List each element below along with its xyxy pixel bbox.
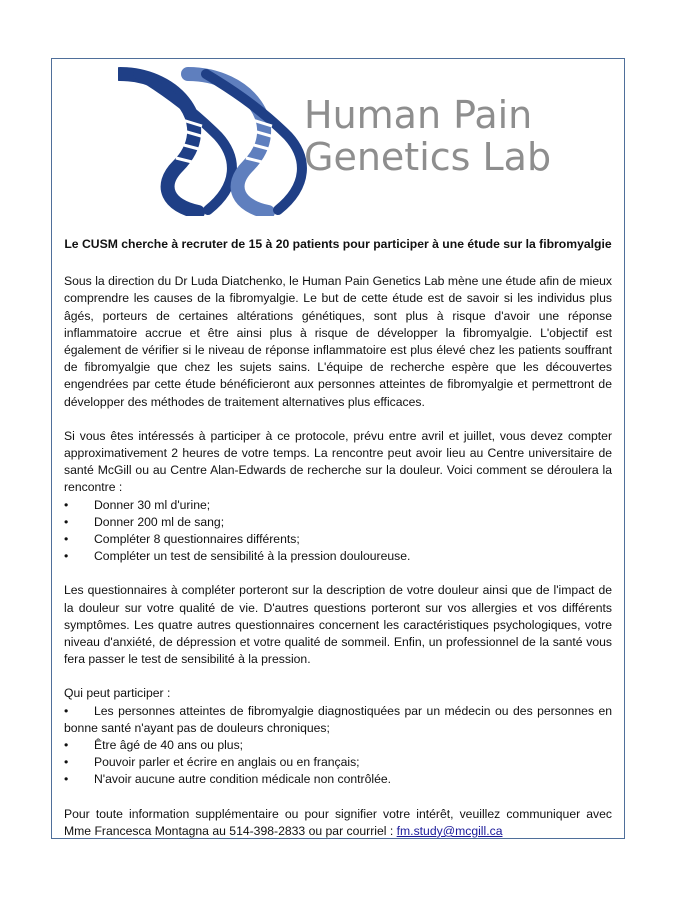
list-item: • Pouvoir parler et écrire en anglais ou en français;: [64, 754, 612, 771]
logo-line-2: Genetics Lab: [304, 135, 552, 179]
contact-paragraph: [64, 806, 612, 840]
headline: Le CUSM cherche à recruter de 15 à 20 patients pour participer à une étude sur la fibromyalgie: [64, 237, 612, 251]
eligibility-criteria: [64, 703, 612, 789]
eligibility-title: Qui peut participer :: [64, 686, 171, 701]
intro-paragraph: Sous la direction du Dr Luda Diatchenko, le Human Pain Genetics Lab mène une étude afin de mieux comprendre les causes de la fibromyalgie. Le but de cette étude est de savoir si les individus plus âgés, porteurs de certaines altérations génétiques, sont plus à risque d'avoir une réponse inflammatoire accrue et être ainsi plus à risque de développer la fibromyalgie. L'objectif est également de vérifier si le niveau de réponse inflammatoire est plus élevé chez les patients souffrant de fibromyalgie que chez les sujets sains. L'équipe de recherche espère que les découvertes engendrées par cette étude bénéficieront aux personnes atteintes de fibromyalgie et permettront de développer des méthodes de traitement alternatives plus efficaces.: [64, 274, 612, 409]
logo-wordmark: [304, 94, 551, 178]
list-item: • Être âgé de 40 ans ou plus;: [64, 737, 612, 754]
protocol-steps: [64, 497, 612, 566]
logo-line-1: Human Pain: [304, 93, 533, 137]
list-item: • Compléter un test de sensibilité à la pression douloureuse.: [64, 548, 612, 565]
email-link[interactable]: fm.study@mcgill.ca: [396, 823, 503, 838]
protocol-paragraph: Si vous êtes intéressés à participer à ce protocole, prévu entre avril et juillet, vous devez compter approximativement 2 heures de votre temps. La rencontre peut avoir lieu au Centre universitaire de santé McGill ou au Centre Alan-Edwards de recherche sur la douleur. Voici comment se déroulera la rencontre :: [64, 428, 612, 495]
list-item: • Donner 200 ml de sang;: [64, 514, 612, 531]
list-item: • Donner 30 ml d'urine;: [64, 497, 612, 514]
lab-logo: [118, 66, 558, 216]
contact-text: Pour toute information supplémentaire ou pour signifier votre intérêt, veuillez communiquer avec Mme Francesca Montagna au 514-398-2833 ou par courriel :: [64, 806, 612, 838]
list-item: • Compléter 8 questionnaires différents;: [64, 531, 612, 548]
questionnaires-paragraph: Les questionnaires à compléter porteront sur la description de votre douleur ainsi que de l'impact de la douleur sur votre qualité de vie. D'autres questions porteront sur vos allergies et vos différents symptômes. Les quatre autres questionnaires concernent les caractéristiques psychologiques, votre niveau d'anxiété, de dépression et votre qualité de sommeil. Enfin, un professionnel de la santé vous fera passer le test de sensibilité à la pression.: [64, 583, 612, 667]
list-item: • N'avoir aucune autre condition médicale non contrôlée.: [64, 771, 612, 788]
document-body: [64, 236, 612, 840]
list-item: • Les personnes atteintes de fibromyalgie diagnostiquées par un médecin ou des personnes en bonne santé n'ayant pas de douleurs chroniques;: [64, 703, 612, 737]
